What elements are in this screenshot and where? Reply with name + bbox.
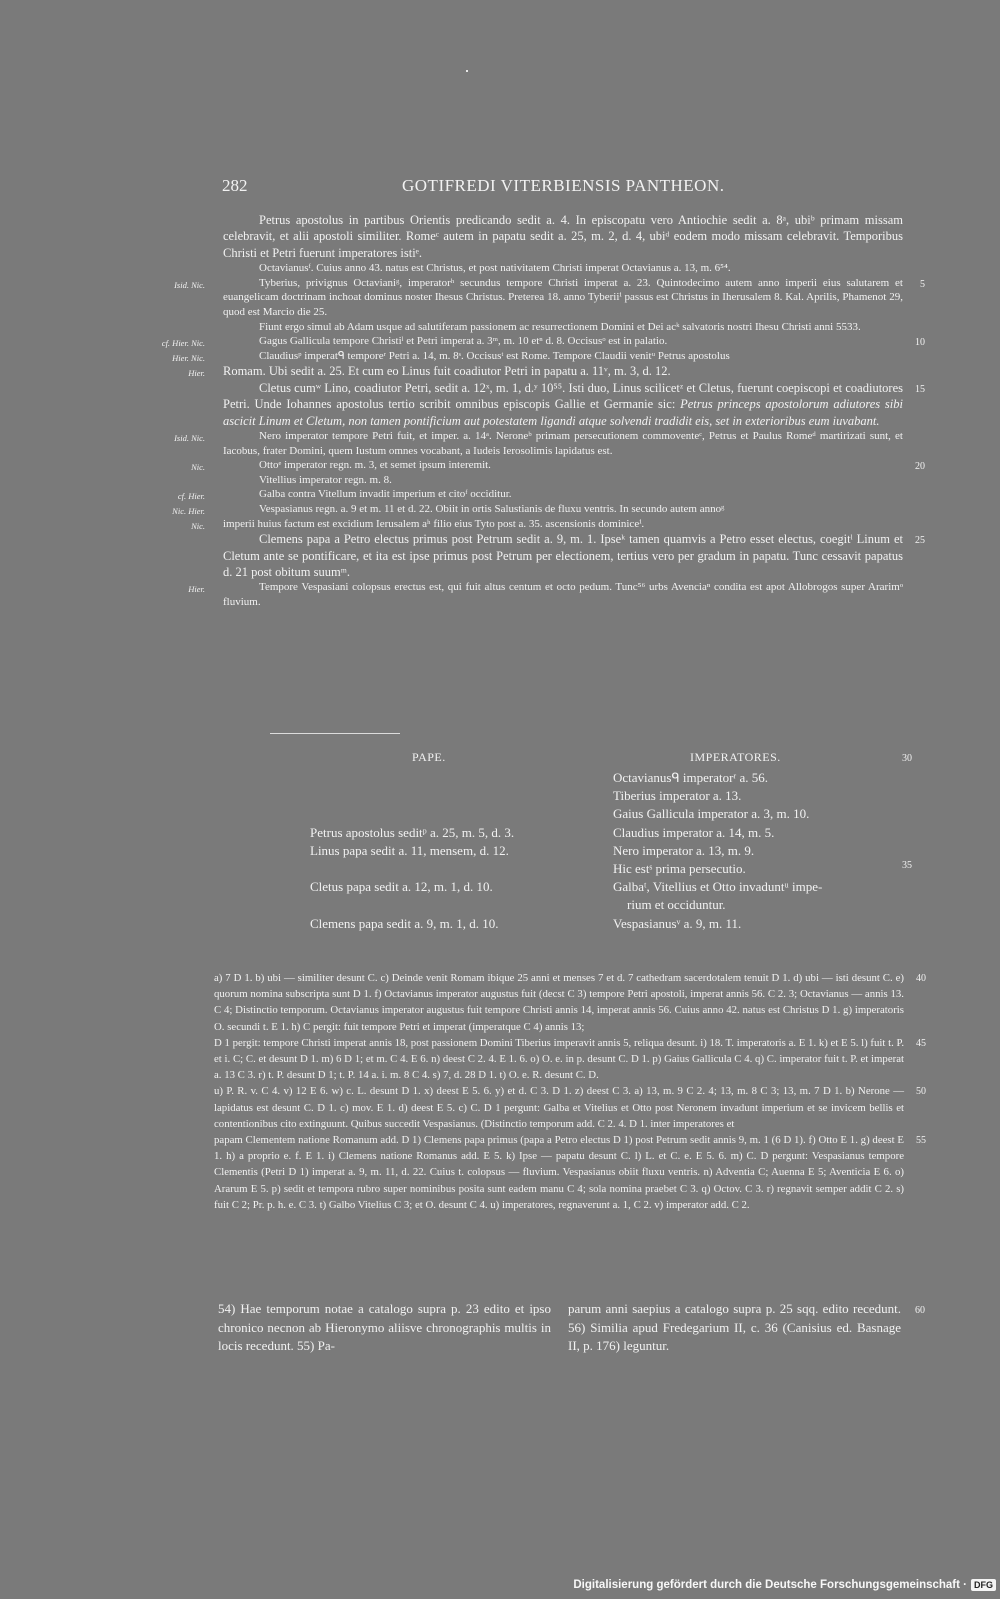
note-block <box>214 1132 926 1213</box>
footnote-right: parum anni saepius a catalogo supra p. 25 sqq. edito recedunt. 56) Similia apud Fredegarium II, c. 36 (Canisius ed. Basnage II, p. 176) leguntur. <box>568 1301 901 1353</box>
pope-entry: Linus papa sedit a. 11, mensem, d. 12. <box>310 842 509 858</box>
marginal-source: cf. Hier. Nic. <box>161 338 205 349</box>
apparatus-notes <box>214 970 926 1213</box>
marginal-source: Isid. Nic. <box>174 433 205 443</box>
main-paragraph <box>172 349 903 364</box>
main-paragraph <box>223 531 925 580</box>
paragraph-text: Tempore Vespasiani colopsus erectus est, qui fuit altus centum et octo pedum. Tunc⁵⁶ urbs Avenciaⁿ condita est apot Allobrogos super Ararimᵒ fluvium. <box>223 581 903 608</box>
paragraph-text: Vitellius imperator regn. m. 8. <box>259 473 392 486</box>
main-paragraph <box>188 580 903 609</box>
paragraph-text: Gagus Gallicula tempore Christiˡ et Petri imperat a. 3ᵐ, m. 10 etⁿ d. 8. Occisusᵒ est in palatio. <box>259 335 668 348</box>
line-number-60: 60 <box>915 1305 925 1316</box>
page-header <box>222 176 922 200</box>
paragraph-text: Tyberius, privignus Octavianiᵍ, imperatorʰ secundus tempore Christi imperat a. 23. Quintodecimo autem anno imperii eius salutarem et euangelicam doctrinam inchoat dominus noster Ihesus Christus. Preterea 18. anno Tyberiiⁱ passus est Christus in Iherusalem 8. Kal. Aprilis, Phamenot 29, quod est Marcio die 25. <box>223 276 903 318</box>
main-paragraph <box>188 363 903 379</box>
line-number: 10 <box>915 337 925 349</box>
paragraph-text: Galba contra Vitellum invadit imperium et citoᶠ occiditur. <box>259 488 512 501</box>
imperator-entry: Hic estˢ prima persecutio. <box>613 861 746 876</box>
dfg-logo: DFG <box>971 1579 996 1591</box>
main-paragraph <box>191 458 925 473</box>
paragraph-text: Claudiusᵖ imperatᑫ temporeʳ Petri a. 14, m. 8ˢ. Occisusᵗ est Rome. Tempore Claudii venitᵘ Petrus apostolus <box>259 349 730 362</box>
paragraph-text: Fiunt ergo simul ab Adam usque ad salutiferam passionem ac resurrectionem Domini et Dei acᵏ salvatoris nostri Ihesu Christi anni 5533. <box>259 320 861 333</box>
imperator-entry: Tiberius imperator a. 13. <box>613 788 742 804</box>
marginal-source: Hier. <box>188 368 205 379</box>
note-text: a) 7 D 1. b) ubi — similiter desunt C. c) Deinde venit Romam ibique 25 anni et menses 7 et d. 7 cathedram sacerdotalem tenuit D 1. d) ubi — isti desunt C. e) quorum nomina subscripta sunt D 1. f) Octavianus imperator augustus fuit (decst C 3) tempore Petri apostoli, imperat annis 56. C 2. 3; Octavianus — annis 13. C 4; Distinctio temporum. Octavianus imperator augustus fuit tempore Christi annis 14, imperat annis 56. Cuius anno 42. natus est Christus D 1. g) imperatoris O. secundi t. E 1. h) C pergit: fuit tempore Petri et imperat (imperatque C 4) annis 13; <box>214 972 904 1033</box>
imperatores-heading: IMPERATORES. <box>690 750 781 764</box>
page-number: 282 <box>222 176 248 195</box>
pope-entry: Clemens papa sedit a. 9, m. 1, d. 10. <box>310 915 499 931</box>
paragraph-text: Romam. Ubi sedit a. 25. Et cum eo Linus fuit coadiutor Petri in papatu a. 11ᵛ, m. 3, d. 12. <box>223 364 671 379</box>
italic-quotation: Petrus princeps apostolorum adiutores sibi ascicit Linum et Cletum, non tamen pontificium aut potestatem ligandi atque solvendi tradidit eis, set in exterioribus eum iuvabant. <box>223 397 903 428</box>
separator-rule <box>270 733 400 734</box>
running-title: GOTIFREDI VITERBIENSIS PANTHEON. <box>402 176 725 195</box>
note-text: papam Clementem natione Romanum add. D 1) Clemens papa primus (papa a Petro electus D 1) post Petrum sedit annis 9, m. 1 (6 D 1). f) Otto E 1. g) deest E 1. h) a proprio e. f. E 1. i) Clemens natione Romanus add. E 5. k) Ipse — papatu desunt C. l) L. et C. e. E 5. 6. m) C. D pergunt: Vespasianus tempore Clementis (Petri D 1) imperat a. 9, m. 11, d. 22. Cuius t. colopsus — fluvium. Vespasianus obiit fluxu ventris. n) Adventia C; Auenna E 5; Aventicia E 6. o) Ararum E 5. p) sedit et tempora rubro super nominibus posita sunt eadem manu C 4; sola nomina praebet C 3. q) Octov. C 3. r) regnavit semper addit C 2. s) fuit C 2; Pr. p. h. e. C 3. t) Galbo Vitelius C 3; et O. desunt C 4. u) imperatores, regnaverunt a. 1, C 2. v) imperator add. C 2. <box>214 1134 904 1211</box>
imperator-entry: Nero imperator a. 13, m. 9. <box>613 842 755 858</box>
paragraph-text: Nero imperator tempore Petri fuit, et imper. a. 14ᵃ. Neroneᵇ primam persecutionem commoventeᶜ, Petrus et Paulus Romeᵈ martirizati sunt, et Iacobus, frater Domini, quem Iustum omnes vocabant, a Iudeis Ierosolimis lapidatus est. <box>223 430 903 457</box>
imperator-entry: rium et occiduntur. <box>627 897 726 913</box>
credit-text: Digitalisierung gefördert durch die Deutsche Forschungsgemeinschaft · <box>573 1579 967 1591</box>
note-block <box>214 970 926 1035</box>
footnotes <box>218 1300 925 1370</box>
main-paragraph <box>177 487 903 502</box>
marginal-source: Nic. Hier. <box>172 505 205 516</box>
note-text: D 1 pergit: tempore Christi imperat annis 18, post passionem Domini Tiberius imperavit annis 5, reliqua desunt. i) 18. T. imperatoris a. E 1. k) et E 5. l) fuit t. P. et i. C; C. et desunt D 1. m) 6 D 1; et m. C 4. E 6. n) deest C 2. 4. E 1. 6. o) O. e. in p. desunt C. D 1. p) Gaius Gallicula C 4. q) C. imperator fuit t. P. et imperat a. 13 C 3. r) t. P. desunt D 1; t. P. 14 a. i. m. 8 C 4. s) 7, d. 28 D 1. t) O. e. R. desunt C. D. <box>214 1036 905 1082</box>
marginal-source: Hier. Nic. <box>172 352 205 363</box>
note-text: u) P. R. v. C 4. v) 12 E 6. w) c. L. desunt D 1. x) deest E 5. 6. y) et d. C 3. D 1. z) deest C 3. a) 13, m. 9 C 2. 4; 13, m. 8 C 3; 13, m. 7 D 1. b) Nerone — lapidatus est desunt C. D 1. c) mov. E 1. d) deest E 5. c) C. D 1 pergunt: Galba et Vitelius et Otto post Neronem invadunt imperium et se invicem bellis et contentionibus cito extinguunt. Quibus succedit Vespasianus. (Distinctio temporum add. C 2. 4. D 1. inter imperatores et <box>214 1085 904 1130</box>
footnote-left: 54) Hae temporum notae a catalogo supra p. 23 edito et ipso chronico necnon ab Hieronymo aliisve chronographis multis in locis recedunt. 55) Pa- <box>218 1301 551 1353</box>
main-paragraph <box>223 212 903 261</box>
imperator-entry: Gaius Gallicula imperator a. 3, m. 10. <box>613 806 810 822</box>
scan-speck <box>466 70 468 72</box>
imperator-entry: Vespasianusᵛ a. 9, m. 11. <box>613 915 742 931</box>
line-number: 55 <box>916 1135 926 1147</box>
pope-entry: Petrus apostolus seditᵖ a. 25, m. 5, d. 3. <box>310 824 515 840</box>
line-number: 20 <box>915 461 925 473</box>
main-paragraph <box>191 517 903 532</box>
line-number: 40 <box>916 973 926 984</box>
line-number-30: 30 <box>902 753 912 764</box>
line-number: 15 <box>915 383 925 395</box>
main-paragraph <box>223 261 903 276</box>
paragraph-text: Vespasianus regn. a. 9 et m. 11 et d. 22. Obiit in ortis Salustianis de fluxu ventris. In secundo autem annoᵍ <box>259 502 725 515</box>
note-block <box>214 1083 926 1132</box>
note-block <box>214 1035 926 1084</box>
imperator-entry: Galbaᵗ, Vitellius et Otto invaduntᵘ impe- <box>613 879 823 895</box>
imperator-entry: Octavianusᑫ imperatorʳ a. 56. <box>613 770 769 785</box>
line-number: 25 <box>915 535 925 547</box>
main-text <box>161 212 925 610</box>
marginal-source: Hier. <box>188 584 205 595</box>
line-number: 45 <box>916 1037 926 1049</box>
main-paragraph <box>174 276 925 320</box>
line-number-35: 35 <box>902 860 912 871</box>
line-number: 5 <box>920 278 925 290</box>
main-paragraph <box>174 429 903 458</box>
dfg-credit <box>573 1575 996 1595</box>
paragraph-text: Cletus cumʷ Lino, coadiutor Petri, sedit a. 12ˣ, m. 1, d.ʸ 10⁵⁵. Isti duo, Linus scilicetᶻ et Cletus, fuerunt coepiscopi et coadiutores Petri. Unde Iohannes apostolus tertio scribit omnibus episcopis Gallie et Germanie sic: <box>223 380 903 412</box>
main-paragraph <box>223 320 903 335</box>
pope-entry: Cletus papa sedit a. 12, m. 1, d. 10. <box>310 879 493 895</box>
paragraph-text: Ottoᵉ imperator regn. m. 3, et semet ipsum interemit. <box>259 459 491 472</box>
marginal-source: Isid. Nic. <box>174 279 205 290</box>
main-paragraph <box>172 502 903 517</box>
marginal-source: Nic. <box>191 520 205 531</box>
paragraph-text: Clemens papa a Petro electus primus post Petrum sedit a. 9, m. 1. Ipseᵏ tamen quamvis a Petro esset electus, coegitˡ Linum et Cletum ante se pontificare, et ita est ipse primus post Petrum per electionem, tertius vero per gradum in papatu. Tunc cessavit papatus d. 21 post obitum suumᵐ. <box>223 532 903 579</box>
main-paragraph <box>161 334 925 349</box>
main-paragraph <box>223 380 925 429</box>
main-paragraph <box>223 473 903 488</box>
paragraph-text: imperii huius factum est excidium Ierusalem aʰ filio eius Tyto post a. 35. ascensionis dominiceⁱ. <box>223 517 645 530</box>
paragraph-text: Petrus apostolus in partibus Orientis predicando sedit a. 4. In episcopatu vero Antiochie sedit a. 8ᵃ, ubiᵇ primam missam celebravit, et alii apostoli similiter. Romeᶜ autem in papatu sedit a. 25, m. 2, d. 4, ubiᵈ eodem modo missam celebravit. Temporibus Christi et Petri fuerunt imperatores istiᵉ. <box>223 213 903 260</box>
line-number: 50 <box>916 1086 926 1098</box>
imperator-entry: Claudius imperator a. 14, m. 5. <box>613 824 775 840</box>
paragraph-text: Octavianusᶠ. Cuius anno 43. natus est Christus, et post nativitatem Christi imperat Octavianus a. 13, m. 6⁵⁴. <box>259 262 731 275</box>
marginal-source: Nic. <box>191 462 205 473</box>
pape-heading: PAPE. <box>412 750 446 764</box>
marginal-source: cf. Hier. <box>177 491 205 502</box>
